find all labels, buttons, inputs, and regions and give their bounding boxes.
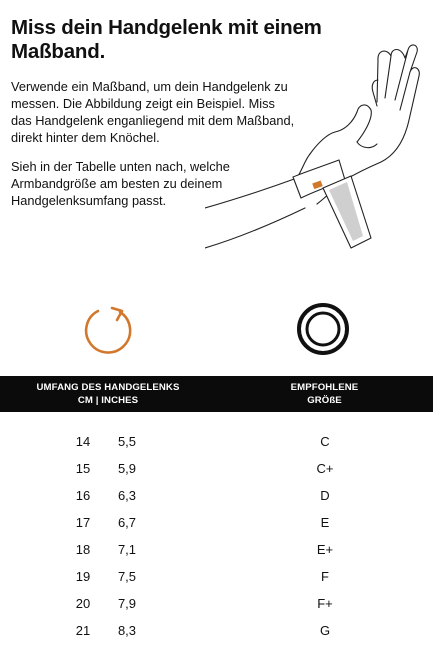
cell-cm: 20 bbox=[75, 596, 91, 611]
header-recommended-size bbox=[216, 381, 433, 407]
table-row bbox=[0, 454, 433, 481]
cell-size: F+ bbox=[317, 596, 333, 611]
header-size-line: EMPFOHLENE GRÖßE bbox=[290, 382, 359, 406]
table-row bbox=[0, 508, 433, 535]
cell-inches: 5,9 bbox=[117, 461, 137, 476]
instruction-paragraph: Verwende ein Maßband, um dein Handgelenk zu messen. Die Abbildung zeigt ein Beispiel. Miss das Handgelenk enganliegend mit dem Maßband, direkt hinter dem Knöchel. bbox=[11, 79, 295, 145]
table-row bbox=[0, 427, 433, 454]
cell-size: E+ bbox=[316, 542, 334, 557]
cell-inches: 7,9 bbox=[117, 596, 137, 611]
cell-inches: 5,5 bbox=[117, 434, 137, 449]
cell-inches: 7,1 bbox=[117, 542, 137, 557]
page-title: Miss dein Handgelenk mit einem Maßband. bbox=[11, 16, 322, 63]
cell-inches: 6,3 bbox=[117, 488, 137, 503]
header-wrist-circumference bbox=[0, 381, 216, 407]
cell-size: F bbox=[321, 569, 329, 584]
table-header bbox=[0, 376, 433, 412]
cell-inches: 6,7 bbox=[117, 515, 137, 530]
cell-inches: 7,5 bbox=[117, 569, 137, 584]
table-row bbox=[0, 616, 433, 643]
cell-cm: 21 bbox=[75, 623, 91, 638]
table-row bbox=[0, 562, 433, 589]
cell-cm: 14 bbox=[75, 434, 91, 449]
cell-size: C bbox=[320, 434, 330, 449]
hand-measuring-tape-icon bbox=[205, 40, 433, 290]
table-row bbox=[0, 481, 433, 508]
sizing-hint-paragraph: Sieh in der Tabelle unten nach, welche Armbandgröße am besten zu deinem Handgelenksumfang passt. bbox=[11, 159, 230, 208]
cell-inches: 8,3 bbox=[117, 623, 137, 638]
adjustable-size-icon bbox=[82, 302, 136, 356]
size-table bbox=[0, 427, 433, 643]
cell-size: G bbox=[319, 623, 331, 638]
table-row bbox=[0, 535, 433, 562]
cell-cm: 18 bbox=[75, 542, 91, 557]
cell-cm: 16 bbox=[75, 488, 91, 503]
cell-size: D bbox=[320, 488, 330, 503]
cell-size: C+ bbox=[316, 461, 334, 476]
cell-cm: 19 bbox=[75, 569, 91, 584]
cell-cm: 17 bbox=[75, 515, 91, 530]
ring-size-icon bbox=[296, 302, 350, 356]
header-wrist-line: UMFANG DES HANDGELENKS CM | INCHES bbox=[36, 382, 180, 406]
cell-size: E bbox=[320, 515, 330, 530]
table-row bbox=[0, 589, 433, 616]
cell-cm: 15 bbox=[75, 461, 91, 476]
